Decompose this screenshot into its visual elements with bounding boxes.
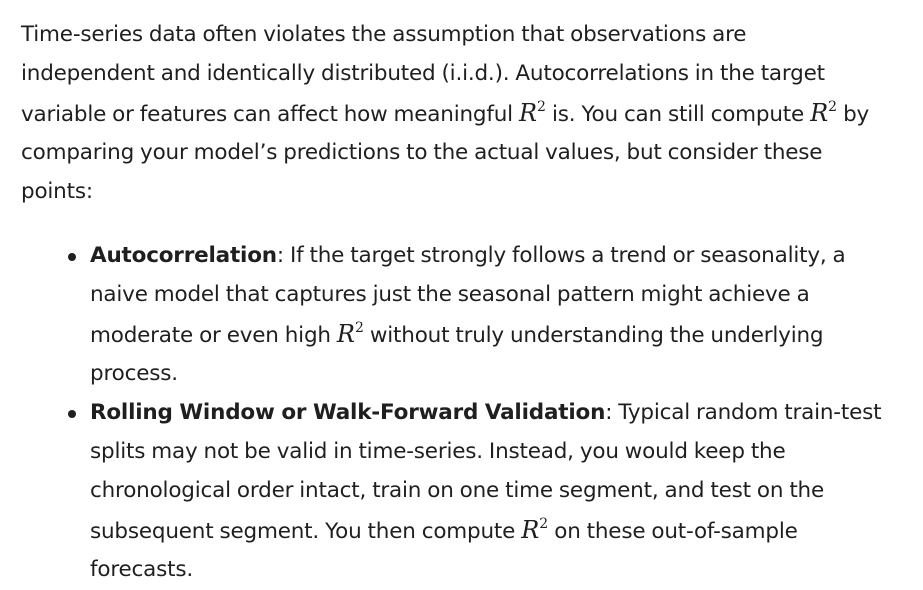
list-item-text: without truly understanding the underlying bbox=[363, 322, 824, 348]
considerations-list bbox=[69, 237, 923, 590]
list-item-line-5: forecasts. bbox=[90, 557, 193, 583]
math-exponent: 2 bbox=[828, 98, 838, 115]
list-item-autocorrelation bbox=[69, 237, 923, 394]
math-exponent: 2 bbox=[539, 515, 549, 532]
intro-line-3 bbox=[21, 94, 923, 135]
intro-text: variable or features can affect how meaningful bbox=[21, 101, 519, 127]
math-exponent: 2 bbox=[354, 319, 364, 336]
list-item-line-2: naive model that captures just the seasonal pattern might achieve a bbox=[90, 281, 810, 307]
r-squared-math bbox=[521, 516, 548, 544]
bullet-dot-icon bbox=[68, 410, 76, 418]
intro-line-4: comparing your model’s predictions to the actual values, but consider these bbox=[21, 140, 823, 166]
list-item-rolling-window bbox=[69, 394, 923, 590]
list-item-line-4: process. bbox=[90, 361, 178, 387]
list-item-text: : Typical random train-test bbox=[605, 400, 882, 426]
r-squared-math bbox=[810, 99, 837, 127]
r-squared-math bbox=[337, 320, 364, 348]
list-item-body bbox=[90, 237, 923, 394]
bullet-dot-icon bbox=[68, 253, 76, 261]
intro-text: by bbox=[837, 101, 870, 127]
list-item-line-2: splits may not be valid in time-series. Instead, you would keep the bbox=[90, 438, 786, 464]
intro-paragraph bbox=[21, 16, 923, 212]
list-item-text: subsequent segment. You then compute bbox=[90, 518, 522, 544]
list-item-term: Rolling Window or Walk-Forward Validation bbox=[90, 400, 606, 426]
document-body bbox=[21, 16, 923, 212]
list-item-text: moderate or even high bbox=[90, 322, 337, 348]
list-item-term: Autocorrelation bbox=[90, 243, 277, 268]
list-item-line-4 bbox=[90, 511, 923, 552]
list-item-text: : If the target strongly follows a trend or seasonality, a bbox=[276, 243, 846, 268]
list-item-line-1 bbox=[90, 394, 923, 433]
intro-line-1: Time-series data often violates the assumption that observations are bbox=[21, 22, 747, 47]
math-variable: R bbox=[518, 98, 538, 127]
intro-line-2: independent and identically distributed (i.i.d.). Autocorrelations in the target bbox=[21, 60, 825, 86]
math-exponent: 2 bbox=[537, 98, 546, 115]
intro-text: is. You can still compute bbox=[545, 101, 811, 127]
intro-line-5: points: bbox=[21, 179, 93, 205]
list-item-line-3: chronological order intact, train on one time segment, and test on the bbox=[90, 477, 825, 503]
math-variable: R bbox=[810, 98, 829, 127]
math-variable: R bbox=[521, 515, 540, 544]
r-squared-math bbox=[519, 99, 546, 127]
math-variable: R bbox=[336, 319, 355, 348]
list-item-line-3 bbox=[90, 315, 923, 356]
list-item-body bbox=[90, 394, 923, 590]
list-item-text: on these out-of-sample bbox=[548, 518, 798, 544]
list-item-line-1 bbox=[90, 237, 923, 276]
